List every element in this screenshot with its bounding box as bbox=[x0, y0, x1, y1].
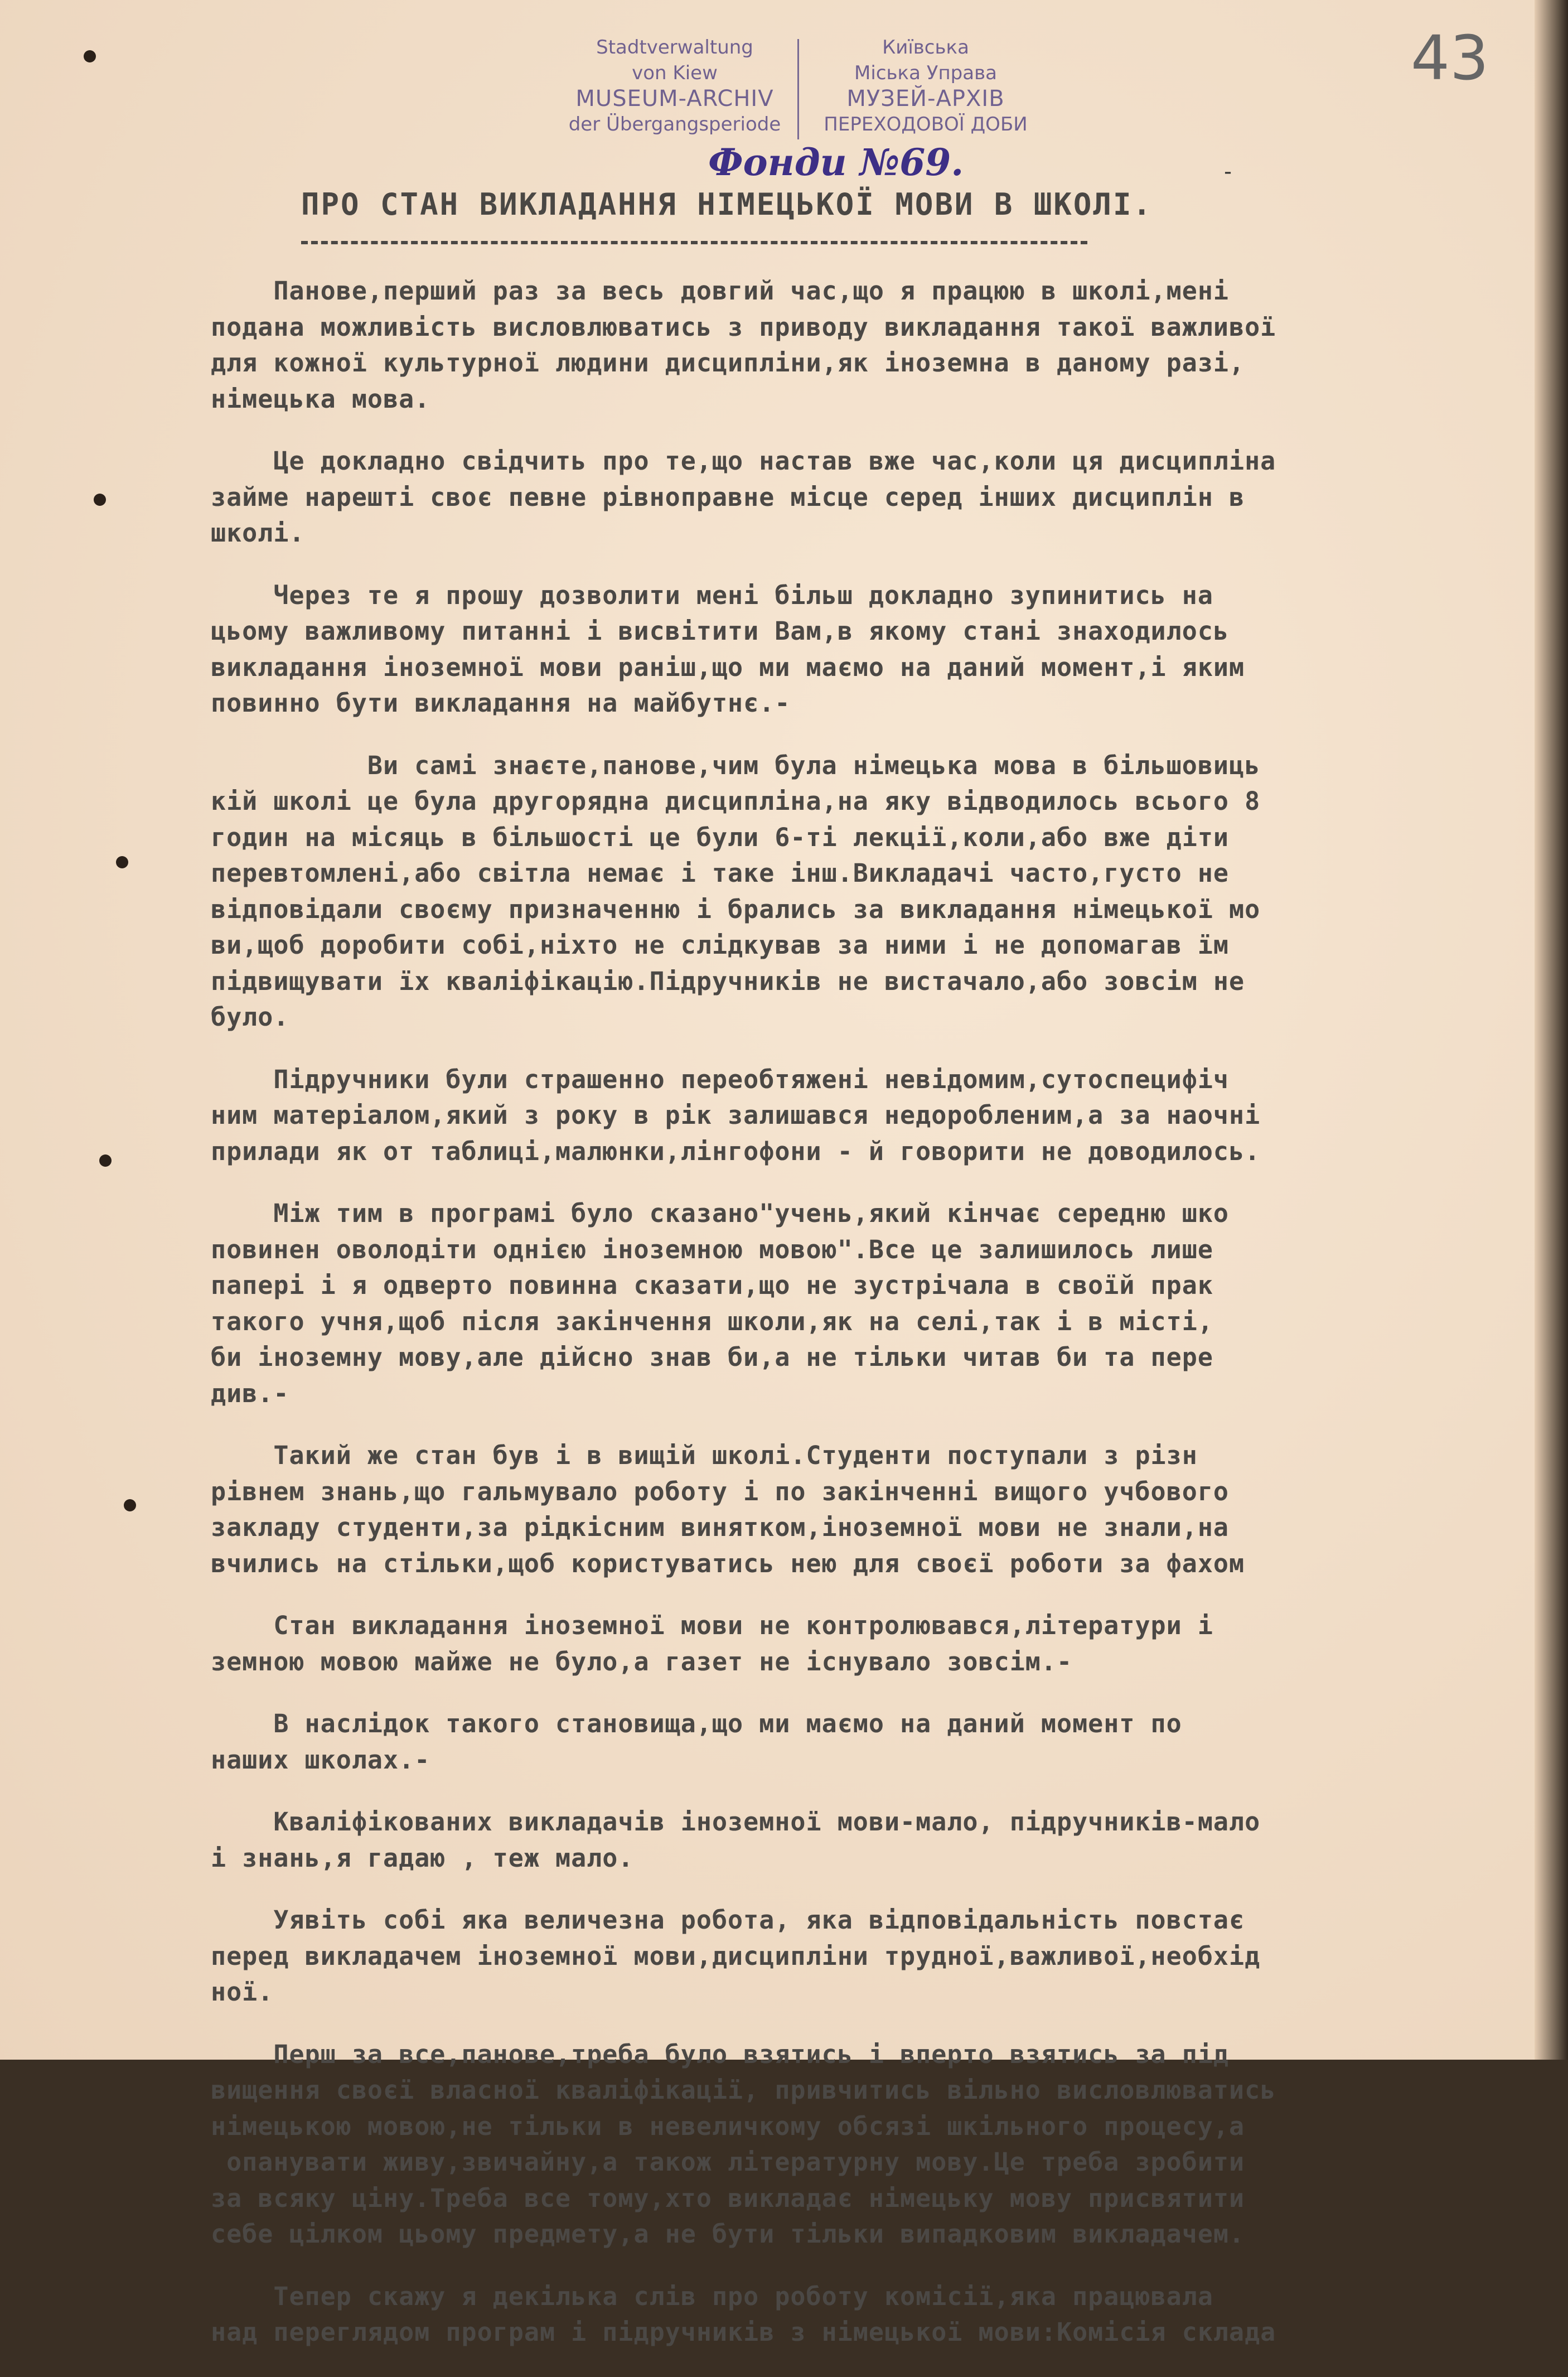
text-line: кій школі це була другорядна дисципліна,на яку відводилось всього 8 bbox=[211, 786, 1261, 816]
paragraph bbox=[211, 748, 1465, 1036]
text-line: школі. bbox=[211, 518, 305, 548]
text-line: Це докладно свідчить про те,що настав вже час,коли ця дисципліна bbox=[211, 446, 1276, 476]
folio-number: 43 bbox=[1411, 22, 1489, 94]
text-line: займе нарешті своє певне рівноправне місце серед інших дисциплін в bbox=[211, 482, 1245, 512]
text-line: рівнем знань,що гальмувало роботу і по закінченні вищого учбового bbox=[211, 1476, 1229, 1506]
text-line: годин на місяць в більшості це були 6-ті лекції,коли,або вже діти bbox=[211, 822, 1229, 852]
text-line: вчились на стільки,щоб користуватись нею для своєї роботи за фахом bbox=[211, 1548, 1245, 1578]
text-line: Уявіть собі яка величезна робота, яка відповідальність повстає bbox=[211, 1905, 1245, 1935]
stamp-line: ПЕРЕХОДОВОЇ ДОБИ bbox=[824, 113, 1028, 136]
text-line: наших школах.- bbox=[211, 1745, 430, 1775]
paragraph bbox=[211, 1438, 1465, 1582]
text-line: викладання іноземної мови раніш,що ми маємо на даний момент,і яким bbox=[211, 652, 1245, 682]
stamp-german-column bbox=[552, 35, 797, 137]
paragraph bbox=[211, 578, 1465, 722]
text-line: опанувати живу,звичайну,а також літературну мову.Це треба зробити bbox=[211, 2147, 1245, 2177]
paragraph bbox=[211, 1062, 1465, 1170]
text-line: себе цілком цьому предмету,а не бути тільки випадковим викладачем. bbox=[211, 2219, 1245, 2249]
text-line: прилади як от таблиці,малюнки,лінгофони - й говорити не доводилось. bbox=[211, 1136, 1261, 1166]
text-line: папері і я одверто повинна сказати,що не зустрічала в своїй прак bbox=[211, 1270, 1213, 1300]
binder-hole bbox=[116, 856, 128, 868]
paragraph bbox=[211, 1196, 1465, 1412]
stamp-line: der Übergangsperiode bbox=[568, 113, 781, 136]
stamp-line: Міська Управа bbox=[854, 62, 997, 84]
text-line: Тепер скажу я декілька слів про роботу комісії,яка працювала bbox=[211, 2281, 1213, 2311]
text-line: Ви самі знаєте,панове,чим була німецька мова в більшовиць bbox=[211, 750, 1261, 780]
stamp-line: von Kiew bbox=[632, 62, 718, 84]
text-line: ної. bbox=[211, 1977, 274, 2007]
stamp-line: МУЗЕЙ-АРХІВ bbox=[846, 86, 1005, 112]
text-line: закладу студенти,за рідкісним винятком,іноземної мови не знали,на bbox=[211, 1513, 1229, 1542]
text-line: Такий же стан був і в вищій школі.Студенти поступали з різн bbox=[211, 1441, 1198, 1470]
text-line: Між тим в програмі було сказано"учень,який кінчає середню шко bbox=[211, 1199, 1229, 1228]
text-line: було. bbox=[211, 1002, 289, 1032]
paragraph bbox=[211, 1804, 1465, 1876]
handwritten-fond-note: Фонди №69. bbox=[708, 141, 964, 184]
text-line: цьому важливому питанні і висвітити Вам,в якому стані знаходилось bbox=[211, 616, 1229, 646]
text-line: Через те я прошу дозволити мені більш докладно зупинитись на bbox=[211, 580, 1213, 610]
text-line: німецькою мовою,не тільки в невеличкому обсязі шкільного процесу,а bbox=[211, 2111, 1245, 2141]
text-line: ним матеріалом,який з року в рік залишався недоробленим,а за наочні bbox=[211, 1100, 1261, 1130]
stamp-line: MUSEUM-ARCHIV bbox=[575, 86, 774, 112]
binder-hole bbox=[84, 50, 96, 62]
binder-hole bbox=[124, 1499, 136, 1511]
text-line: вищення своєї власної кваліфікації, привчитись вільно висловлюватись bbox=[211, 2075, 1276, 2105]
stamp-line: Stadtverwaltung bbox=[596, 36, 753, 59]
stamp-line: Київська bbox=[882, 36, 969, 59]
text-line: повинно бути викладання на майбутнє.- bbox=[211, 688, 791, 718]
text-line: земною мовою майже не було,а газет не існувало зовсім.- bbox=[211, 1646, 1073, 1677]
text-line: Перш за все,панове,треба було взятись і вперто взятись за під bbox=[211, 2039, 1229, 2069]
text-line: німецька мова. bbox=[211, 384, 430, 414]
text-line: Стан викладання іноземної мови не контролювався,літератури і bbox=[211, 1611, 1213, 1640]
margin-mark: - bbox=[1221, 159, 1235, 185]
text-line: і знань,я гадаю , теж мало. bbox=[211, 1843, 634, 1873]
stamp-divider bbox=[797, 39, 799, 139]
paragraph bbox=[211, 2279, 1465, 2351]
text-line: для кожної культурної людини дисципліни,як іноземна в даному разі, bbox=[211, 348, 1245, 378]
text-line: Панове,перший раз за весь довгий час,що я працюю в школі,мені bbox=[211, 276, 1229, 306]
stamp-ukrainian-column bbox=[803, 35, 1048, 137]
archive-stamp bbox=[552, 35, 1054, 146]
text-line: повинен оволодіти однією іноземною мовою".Все це залишилось лише bbox=[211, 1234, 1213, 1264]
title-underline bbox=[301, 241, 1087, 244]
binder-hole bbox=[99, 1154, 112, 1167]
text-line: над переглядом програм і підручників з німецької мови:Комісія склада bbox=[211, 2317, 1276, 2347]
paragraph bbox=[211, 273, 1465, 417]
text-line: підвищувати їх кваліфікацію.Підручників не вистачало,або зовсім не bbox=[211, 966, 1245, 996]
text-line: Підручники були страшенно переобтяжені невідомим,сутоспецифіч bbox=[211, 1064, 1229, 1094]
paragraph bbox=[211, 1706, 1465, 1778]
paragraph bbox=[211, 2037, 1465, 2253]
text-line: би іноземну мову,але дійсно знав би,а не тільки читав би та пере bbox=[211, 1342, 1213, 1372]
paragraph bbox=[211, 1902, 1465, 2011]
paragraph bbox=[211, 443, 1465, 552]
binder-hole bbox=[94, 494, 106, 506]
paragraph bbox=[211, 1608, 1465, 1680]
document-title: ПРО СТАН ВИКЛАДАННЯ НІМЕЦЬКОЇ МОВИ В ШКОЛІ. bbox=[301, 187, 1153, 222]
text-line: такого учня,щоб після закінчення школи,як на селі,так і в місті, bbox=[211, 1306, 1213, 1336]
document-body bbox=[211, 273, 1465, 2377]
text-line: перевтомлені,або світла немає і таке інш.Викладачі часто,густо не bbox=[211, 858, 1229, 888]
text-line: подана можливість висловлюватись з приводу викладання такої важливої bbox=[211, 312, 1276, 342]
text-line: перед викладачем іноземної мови,дисципліни трудної,важливої,необхід bbox=[211, 1941, 1261, 1971]
text-line: В наслідок такого становища,що ми маємо на даний момент по bbox=[211, 1709, 1182, 1738]
text-line: за всяку ціну.Треба все тому,хто викладає німецьку мову присвятити bbox=[211, 2183, 1245, 2213]
text-line: ви,щоб доробити собі,ніхто не слідкував за ними і не допомагав їм bbox=[211, 930, 1229, 960]
text-line: Кваліфікованих викладачів іноземної мови-мало, підручників-мало bbox=[211, 1807, 1261, 1837]
text-line: див.- bbox=[211, 1378, 289, 1408]
text-line: відповідали своєму призначенню і брались за викладання німецької мо bbox=[211, 894, 1261, 924]
page-edge-shadow bbox=[1535, 0, 1568, 2060]
